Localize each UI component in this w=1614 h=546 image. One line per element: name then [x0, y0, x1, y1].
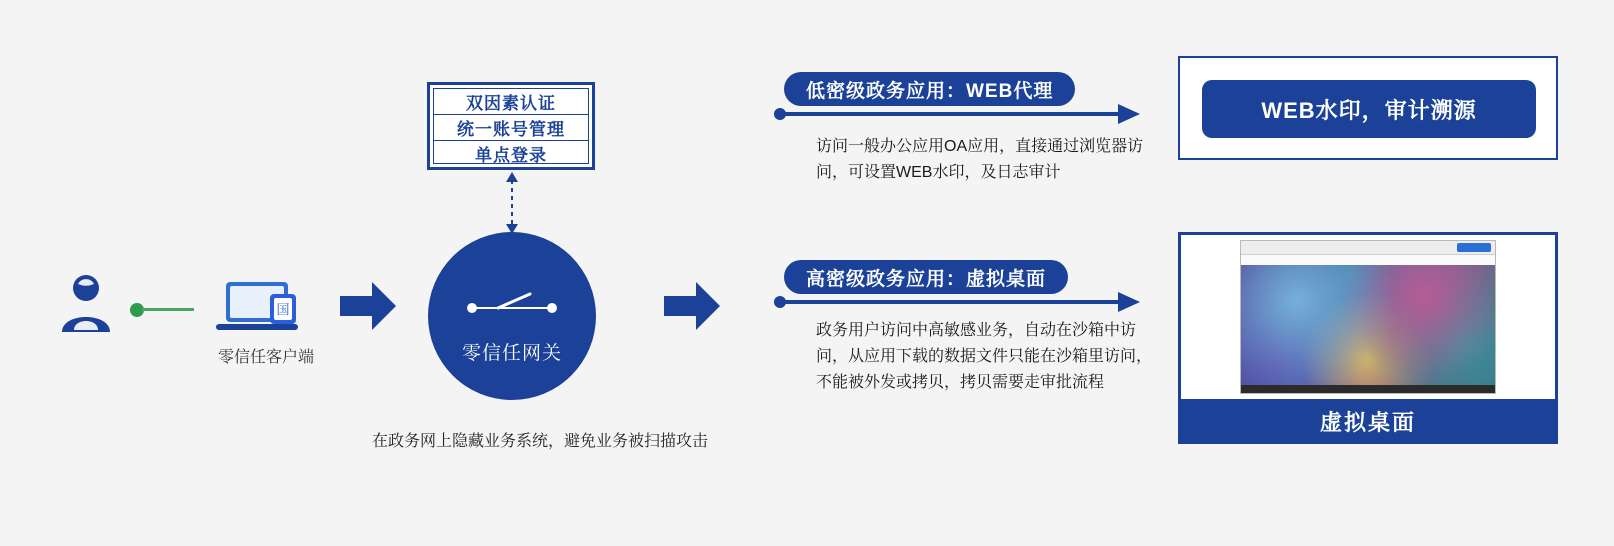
virtual-desktop-titlebar	[1241, 241, 1495, 255]
virtual-desktop-taskbar	[1241, 385, 1495, 393]
auth-row-account-management: 统一账号管理	[434, 115, 588, 141]
virtual-desktop-title: 虚拟桌面	[1319, 409, 1416, 435]
branch-high-line	[784, 300, 1134, 304]
branch-low-pill: 低密级政务应用：WEB代理	[784, 72, 1075, 106]
dashed-double-arrow-icon	[498, 172, 526, 234]
auth-row-two-factor: 双因素认证	[434, 89, 588, 115]
auth-capability-box	[427, 82, 595, 170]
bottom-note: 在政务网上隐藏业务系统，避免业务被扫描攻击	[371, 433, 708, 450]
auth-row-sso: 单点登录	[475, 146, 547, 165]
web-watermark-title: WEB水印，审计溯源	[1202, 80, 1536, 138]
branch-high-description: 政务用户访问中高敏感业务，自动在沙箱中访问，从应用下载的数据文件只能在沙箱里访问，不能被外发或拷贝，拷贝需要走审批流程	[816, 322, 1153, 391]
web-watermark-card	[1178, 56, 1558, 160]
virtual-desktop-wallpaper	[1241, 265, 1495, 385]
user-avatar-icon	[58, 272, 114, 334]
switch-icon	[464, 288, 560, 316]
virtual-desktop-tab	[1457, 243, 1491, 252]
svg-text:国: 国	[276, 302, 290, 317]
branch-low-arrowhead	[1118, 104, 1140, 124]
branch-low-description: 访问一般办公应用OA应用，直接通过浏览器访问，可设置WEB水印，及日志审计	[816, 138, 1144, 181]
right-arrow-icon-1	[340, 282, 396, 330]
connection-line	[142, 308, 194, 311]
laptop-icon	[214, 278, 310, 336]
branch-high-arrowhead	[1118, 292, 1140, 312]
virtual-desktop-card	[1178, 232, 1558, 444]
right-arrow-icon-2	[664, 282, 720, 330]
virtual-desktop-window	[1240, 240, 1496, 394]
gateway-label: 零信任网关	[461, 343, 562, 364]
branch-high-pill: 高密级政务应用：虚拟桌面	[784, 260, 1068, 294]
branch-low-line	[784, 112, 1134, 116]
client-label: 零信任客户端	[217, 349, 314, 366]
virtual-desktop-screenshot	[1181, 235, 1555, 399]
zero-trust-gateway	[428, 232, 596, 400]
